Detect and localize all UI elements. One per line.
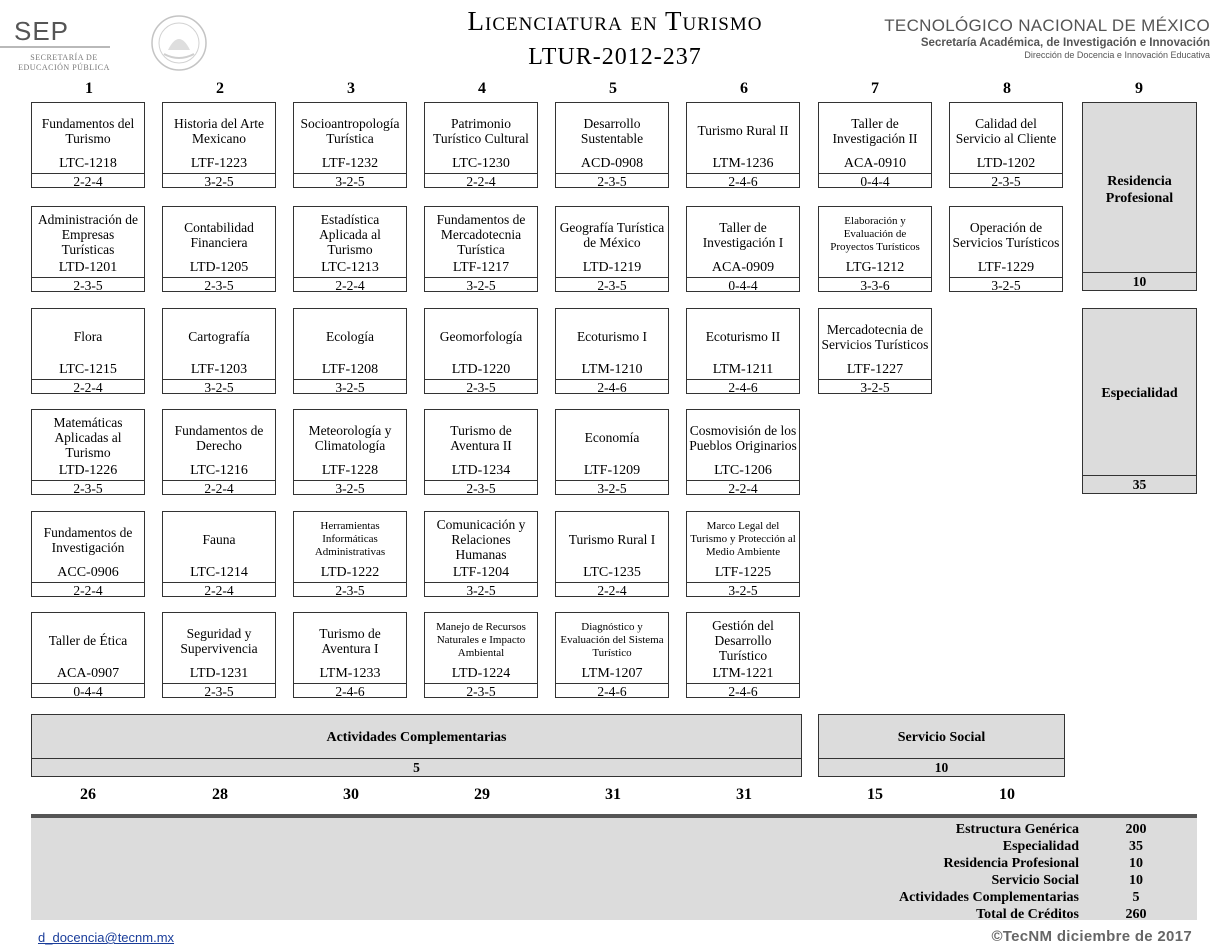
course-credits: 0-4-4	[687, 277, 799, 294]
course-code: LTD-1222	[320, 565, 380, 580]
tecnm-subtitle: Secretaría Académica, de Investigación e Innovación	[920, 37, 1210, 49]
course-name: Economía	[584, 430, 640, 445]
course-code: LTF-1232	[321, 156, 379, 171]
servicio-credits: 10	[819, 758, 1064, 776]
semester-total-7: 15	[867, 786, 883, 803]
course-credits: 2-3-5	[32, 480, 144, 497]
course-credits: 3-2-5	[163, 173, 275, 190]
summary-value: 260	[1125, 907, 1147, 922]
course-credits: 2-3-5	[294, 582, 406, 599]
course-name: Turismo de Aventura I	[319, 625, 381, 656]
summary-value: 10	[1129, 856, 1143, 871]
course-card	[293, 206, 407, 292]
course-code: LTC-1213	[321, 260, 379, 275]
course-credits: 3-2-5	[425, 582, 537, 599]
course-name: Flora	[73, 329, 103, 344]
course-code: LTF-1223	[190, 156, 248, 171]
course-credits: 2-3-5	[163, 683, 275, 700]
course-name: Turismo Rural I	[568, 532, 656, 547]
course-credits: 3-2-5	[425, 277, 537, 294]
course-code: ACD-0908	[580, 156, 644, 171]
course-code: LTC-1216	[190, 463, 248, 478]
course-card	[293, 308, 407, 394]
sep-logo-subtitle-line2: EDUCACIÓN PÚBLICA	[18, 63, 110, 72]
course-credits: 2-2-4	[32, 173, 144, 190]
course-code: ACA-0907	[56, 666, 120, 681]
course-card	[31, 409, 145, 495]
course-name: Socioantropología Turística	[300, 115, 400, 146]
course-credits: 2-2-4	[32, 582, 144, 599]
course-card	[424, 409, 538, 495]
course-code: LTD-1205	[189, 260, 249, 275]
course-code: LTM-1211	[712, 362, 774, 377]
course-name: Taller de Ética	[48, 633, 128, 648]
semester-number-8: 8	[1003, 80, 1011, 97]
course-name: Administración de Empresas Turísticas	[37, 212, 139, 257]
course-name: Operación de Servicios Turísticos	[952, 219, 1060, 250]
course-code: ACA-0909	[711, 260, 775, 275]
course-credits: 2-4-6	[687, 173, 799, 190]
course-code: LTD-1226	[58, 463, 118, 478]
course-card	[162, 612, 276, 698]
semester-number-1: 1	[85, 80, 93, 97]
course-name: Comunicación y Relaciones Humanas	[436, 517, 526, 562]
course-card	[31, 612, 145, 698]
course-code: LTD-1201	[58, 260, 118, 275]
coat-of-arms-seal	[144, 14, 214, 72]
residencia-credits: 10	[1083, 272, 1196, 290]
semester-total-3: 30	[343, 786, 359, 803]
course-credits: 2-3-5	[163, 277, 275, 294]
course-name: Fauna	[202, 532, 236, 547]
actividades-credits: 5	[32, 758, 801, 776]
course-card	[293, 102, 407, 188]
course-code: LTC-1214	[190, 565, 248, 580]
semester-total-5: 31	[605, 786, 621, 803]
course-credits: 3-2-5	[294, 480, 406, 497]
course-name: Turismo de Aventura II	[450, 422, 512, 453]
semester-number-7: 7	[871, 80, 879, 97]
copyright: ©TecNM diciembre de 2017	[991, 928, 1192, 945]
course-card	[424, 102, 538, 188]
course-card	[555, 409, 669, 495]
course-code: ACC-0906	[57, 565, 119, 580]
course-name: Geomorfología	[439, 329, 523, 344]
course-code: LTF-1229	[977, 260, 1035, 275]
summary-row	[797, 890, 1197, 907]
course-name: Cartografía	[188, 329, 250, 344]
course-code: LTD-1224	[451, 666, 511, 681]
course-card	[686, 612, 800, 698]
course-name: Seguridad y Supervivencia	[180, 625, 258, 656]
course-card	[686, 511, 800, 597]
course-code: LTM-1233	[319, 666, 381, 681]
course-credits: 0-4-4	[819, 173, 931, 190]
summary-value: 5	[1132, 890, 1140, 905]
semester-number-5: 5	[609, 80, 617, 97]
summary-label: Total de Créditos	[976, 907, 1079, 922]
course-code: LTD-1234	[451, 463, 511, 478]
course-card	[162, 409, 276, 495]
semester-total-1: 26	[80, 786, 96, 803]
course-credits: 2-3-5	[556, 173, 668, 190]
course-code: LTD-1231	[189, 666, 249, 681]
sep-logo-subtitle	[14, 53, 114, 73]
summary-row	[797, 839, 1197, 856]
course-card	[424, 206, 538, 292]
program-title: Licenciatura en Turismo	[467, 6, 763, 36]
course-credits: 2-4-6	[687, 683, 799, 700]
course-code: ACA-0910	[843, 156, 907, 171]
course-credits: 2-3-5	[425, 379, 537, 396]
actividades-label: Actividades Complementarias	[326, 730, 507, 745]
course-name: Desarrollo Sustentable	[580, 115, 644, 146]
course-card	[818, 206, 932, 292]
course-card	[293, 612, 407, 698]
course-name: Calidad del Servicio al Cliente	[955, 115, 1057, 146]
course-name: Elaboración y Evaluación de Proyectos Turísticos	[830, 215, 920, 253]
especialidad-credits: 35	[1083, 475, 1196, 493]
course-credits: 3-2-5	[819, 379, 931, 396]
sep-logo-text: SEP	[14, 16, 70, 46]
course-name: Herramientas Informáticas Administrativas	[314, 520, 386, 558]
course-name: Gestión del Desarrollo Turístico	[712, 618, 774, 663]
course-card	[31, 511, 145, 597]
course-code: LTD-1220	[451, 362, 511, 377]
summary-label: Servicio Social	[991, 873, 1079, 888]
course-card	[949, 206, 1063, 292]
course-name: Fundamentos del Turismo	[41, 115, 135, 146]
course-card	[31, 206, 145, 292]
course-credits: 2-2-4	[556, 582, 668, 599]
course-credits: 2-3-5	[425, 683, 537, 700]
course-code: LTC-1235	[583, 565, 641, 580]
course-credits: 2-4-6	[294, 683, 406, 700]
summary-row	[797, 822, 1197, 839]
summary-value: 200	[1125, 822, 1147, 837]
course-credits: 2-4-6	[687, 379, 799, 396]
course-card	[162, 308, 276, 394]
course-card	[818, 102, 932, 188]
course-card	[162, 511, 276, 597]
course-credits: 3-2-5	[687, 582, 799, 599]
summary-value: 10	[1129, 873, 1143, 888]
servicio-social-block	[818, 714, 1065, 777]
course-code: LTM-1210	[581, 362, 643, 377]
course-card	[555, 206, 669, 292]
course-name: Estadística Aplicada al Turismo	[319, 212, 381, 257]
course-code: LTF-1203	[190, 362, 248, 377]
course-name: Matemáticas Aplicadas al Turismo	[53, 415, 123, 460]
summary-row	[797, 873, 1197, 890]
course-name: Taller de Investigación II	[832, 115, 918, 146]
course-code: LTC-1218	[59, 156, 117, 171]
sep-logo	[14, 16, 114, 73]
course-name: Meteorología y Climatología	[308, 422, 392, 453]
course-credits: 2-3-5	[556, 277, 668, 294]
course-name: Contabilidad Financiera	[184, 219, 254, 250]
course-card	[555, 511, 669, 597]
course-card	[818, 308, 932, 394]
course-name: Mercadotecnia de Servicios Turísticos	[821, 321, 929, 352]
course-name: Ecología	[326, 329, 374, 344]
semester-number-4: 4	[478, 80, 486, 97]
course-credits: 3-2-5	[950, 277, 1062, 294]
course-card	[31, 308, 145, 394]
summary-label: Actividades Complementarias	[898, 890, 1079, 905]
summary-value: 35	[1129, 839, 1143, 854]
course-code: LTD-1219	[582, 260, 642, 275]
course-name: Geografía Turística de México	[559, 219, 665, 250]
especialidad-label: Especialidad	[1101, 386, 1178, 401]
course-credits: 3-2-5	[294, 379, 406, 396]
course-card	[686, 206, 800, 292]
course-name: Historia del Arte Mexicano	[174, 115, 264, 146]
program-code: LTUR-2012-237	[528, 44, 702, 70]
course-credits: 2-2-4	[163, 480, 275, 497]
course-code: LTM-1221	[712, 666, 774, 681]
semester-number-2: 2	[216, 80, 224, 97]
course-card	[293, 511, 407, 597]
course-code: LTF-1208	[321, 362, 379, 377]
course-name: Fundamentos de Derecho	[174, 422, 264, 453]
sep-logo-subtitle-line1: SECRETARÍA DE	[30, 53, 98, 62]
course-code: LTM-1207	[581, 666, 643, 681]
course-code: LTF-1209	[583, 463, 641, 478]
course-credits: 0-4-4	[32, 683, 144, 700]
course-credits: 3-2-5	[556, 480, 668, 497]
course-credits: 2-4-6	[556, 379, 668, 396]
actividades-complementarias-block	[31, 714, 802, 777]
course-name: Ecoturismo II	[705, 329, 781, 344]
course-card	[686, 102, 800, 188]
semester-total-2: 28	[212, 786, 228, 803]
course-credits: 2-2-4	[425, 173, 537, 190]
semester-total-4: 29	[474, 786, 490, 803]
course-name: Patrimonio Turístico Cultural	[433, 115, 529, 146]
course-code: LTC-1206	[714, 463, 772, 478]
course-card	[555, 612, 669, 698]
summary-label: Residencia Profesional	[943, 856, 1079, 871]
tecnm-subtitle-2: Dirección de Docencia e Innovación Educativa	[1024, 50, 1210, 60]
course-code: LTM-1236	[712, 156, 774, 171]
semester-number-3: 3	[347, 80, 355, 97]
residencia-label: Residencia Profesional	[1105, 174, 1174, 206]
course-code: LTC-1230	[452, 156, 510, 171]
course-credits: 3-2-5	[163, 379, 275, 396]
course-card	[555, 308, 669, 394]
course-card	[293, 409, 407, 495]
course-card	[555, 102, 669, 188]
summary-row	[797, 856, 1197, 873]
course-credits: 2-3-5	[425, 480, 537, 497]
course-card	[31, 102, 145, 188]
course-credits: 3-3-6	[819, 277, 931, 294]
course-code: LTF-1204	[452, 565, 510, 580]
summary-label: Estructura Genérica	[955, 822, 1079, 837]
course-code: LTD-1202	[976, 156, 1036, 171]
course-credits: 2-3-5	[32, 277, 144, 294]
semester-number-6: 6	[740, 80, 748, 97]
course-credits: 3-2-5	[294, 173, 406, 190]
course-name: Fundamentos de Mercadotecnia Turística	[436, 212, 526, 257]
course-code: LTG-1212	[845, 260, 905, 275]
course-name: Cosmovisión de los Pueblos Originarios	[689, 422, 797, 453]
course-card	[162, 206, 276, 292]
course-name: Taller de Investigación I	[702, 219, 784, 250]
semester-total-6: 31	[736, 786, 752, 803]
servicio-label: Servicio Social	[897, 730, 986, 745]
tecnm-header	[884, 16, 1210, 60]
course-card	[686, 409, 800, 495]
course-credits: 2-2-4	[32, 379, 144, 396]
course-credits: 2-2-4	[163, 582, 275, 599]
especialidad-block	[1082, 308, 1197, 494]
course-name: Turismo Rural II	[697, 123, 789, 138]
course-name: Manejo de Recursos Naturales e Impacto Ambiental	[436, 621, 526, 659]
tecnm-name: TECNOLÓGICO NACIONAL DE MÉXICO	[884, 16, 1210, 35]
course-card	[949, 102, 1063, 188]
email-link[interactable]: d_docencia@tecnm.mx	[38, 930, 175, 945]
course-card	[686, 308, 800, 394]
course-card	[424, 612, 538, 698]
course-credits: 2-2-4	[294, 277, 406, 294]
course-code: LTF-1225	[714, 565, 772, 580]
course-credits: 2-2-4	[687, 480, 799, 497]
course-code: LTF-1217	[452, 260, 510, 275]
semester-number-9: 9	[1135, 80, 1143, 97]
course-credits: 2-4-6	[556, 683, 668, 700]
course-code: LTF-1228	[321, 463, 379, 478]
course-code: LTF-1227	[846, 362, 904, 377]
summary-row	[797, 907, 1197, 924]
semester-total-8: 10	[999, 786, 1015, 803]
credits-summary	[31, 814, 1197, 920]
course-code: LTC-1215	[59, 362, 117, 377]
sep-logo-bar	[0, 46, 110, 48]
course-credits: 2-3-5	[950, 173, 1062, 190]
course-card	[424, 308, 538, 394]
residencia-profesional-block	[1082, 102, 1197, 291]
course-card	[162, 102, 276, 188]
course-name: Ecoturismo I	[576, 329, 648, 344]
summary-label: Especialidad	[1002, 839, 1079, 854]
course-name: Marco Legal del Turismo y Protección al Medio Ambiente	[690, 520, 796, 558]
course-name: Diagnóstico y Evaluación del Sistema Turístico	[560, 621, 664, 659]
course-card	[424, 511, 538, 597]
course-name: Fundamentos de Investigación	[43, 524, 133, 555]
